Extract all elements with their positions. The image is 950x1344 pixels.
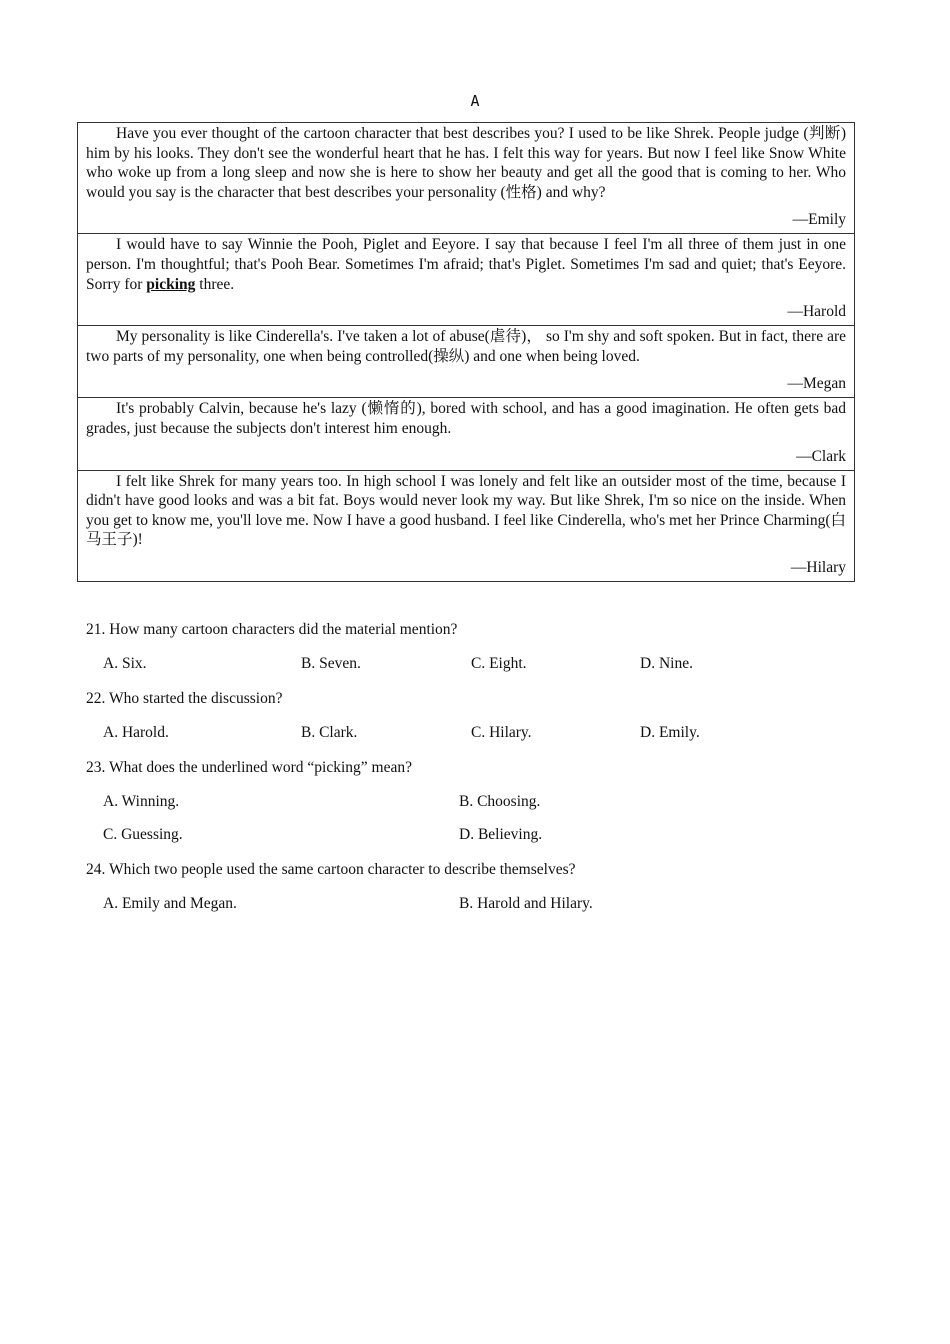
option-c: C. Guessing. xyxy=(103,826,183,843)
option-b: B. Choosing. xyxy=(459,793,541,810)
entry-text: Have you ever thought of the cartoon character that best describes you? I used to be like Shrek. People judge (判断) him by his looks. They don't see the wonderful heart that he has. I felt this way for years. But now I feel like Snow White who woke up from a long sleep and now she is here to show her beauty and get all the good that is coming to her. Who would you say is the character that best describes your personality (性格) and why? xyxy=(86,125,846,201)
question-21-options xyxy=(86,655,866,675)
question-23-options-row2 xyxy=(86,826,866,846)
question-22-options xyxy=(86,724,866,744)
entry-text: It's probably Calvin, because he's lazy (懒惰的), bored with school, and has a good imagination. He often gets bad grades, just because the subjects don't interest him enough. xyxy=(86,400,846,437)
entry-text: I felt like Shrek for many years too. In high school I was lonely and felt like an outsider most of the time, because I didn't have good looks and was a bit fat. Boys would never look my way. But like Shrek, I'm so nice on the inside. When you get to know me, you'll love me. Now I have a good husband. I feel like Cinderella, who's met her Prince Charming(白马王子)! xyxy=(86,472,846,549)
entry-text: My personality is like Cinderella's. I've taken a lot of abuse(虐待)， so I'm shy and soft spoken. But in fact, there are two parts of my personality, one when being controlled(操纵) and one when being loved. xyxy=(86,328,846,365)
entry-author: —Harold xyxy=(787,303,846,321)
question-23: 23. What does the underlined word “picking” mean? xyxy=(86,759,412,776)
passage-table xyxy=(77,122,855,582)
option-a: A. Winning. xyxy=(103,793,180,810)
option-a: A. Emily and Megan. xyxy=(103,895,237,912)
passage-entry-clark xyxy=(78,397,854,469)
entry-author: —Hilary xyxy=(790,558,846,576)
question-22: 22. Who started the discussion? xyxy=(86,690,283,707)
underlined-word: picking xyxy=(146,275,196,293)
passage-entry-harold xyxy=(78,233,854,325)
question-21: 21. How many cartoon characters did the material mention? xyxy=(86,621,458,638)
option-c: C. Hilary. xyxy=(471,724,532,741)
option-c: C. Eight. xyxy=(471,655,527,672)
questions-section xyxy=(86,620,866,929)
entry-author: —Megan xyxy=(787,375,846,393)
section-label: A xyxy=(470,92,480,110)
option-b: B. Seven. xyxy=(301,655,361,672)
passage-entry-hilary xyxy=(78,470,854,581)
option-b: B. Clark. xyxy=(301,724,358,741)
entry-author: —Clark xyxy=(796,447,846,465)
entry-text-before: I would have to say Winnie the Pooh, Piglet and Eeyore. I say that because I feel I'm all three of them just in one person. I'm thoughtful; that's Pooh Bear. Sometimes I'm afraid; that's Piglet. Sometimes I'm sad and quiet; that's Eeyore. Sorry for xyxy=(86,236,846,293)
passage-entry-emily xyxy=(78,123,854,233)
option-b: B. Harold and Hilary. xyxy=(459,895,593,912)
entry-text-after: three. xyxy=(195,275,235,293)
question-24: 24. Which two people used the same cartoon character to describe themselves? xyxy=(86,861,576,878)
option-a: A. Six. xyxy=(103,655,147,672)
option-d: D. Emily. xyxy=(640,724,700,741)
entry-author: —Emily xyxy=(792,211,846,229)
question-24-options xyxy=(86,895,866,915)
entry-text xyxy=(86,235,846,294)
passage-entry-megan xyxy=(78,325,854,397)
question-23-options-row1 xyxy=(86,793,866,813)
option-d: D. Nine. xyxy=(640,655,693,672)
option-d: D. Believing. xyxy=(459,826,543,843)
option-a: A. Harold. xyxy=(103,724,169,741)
